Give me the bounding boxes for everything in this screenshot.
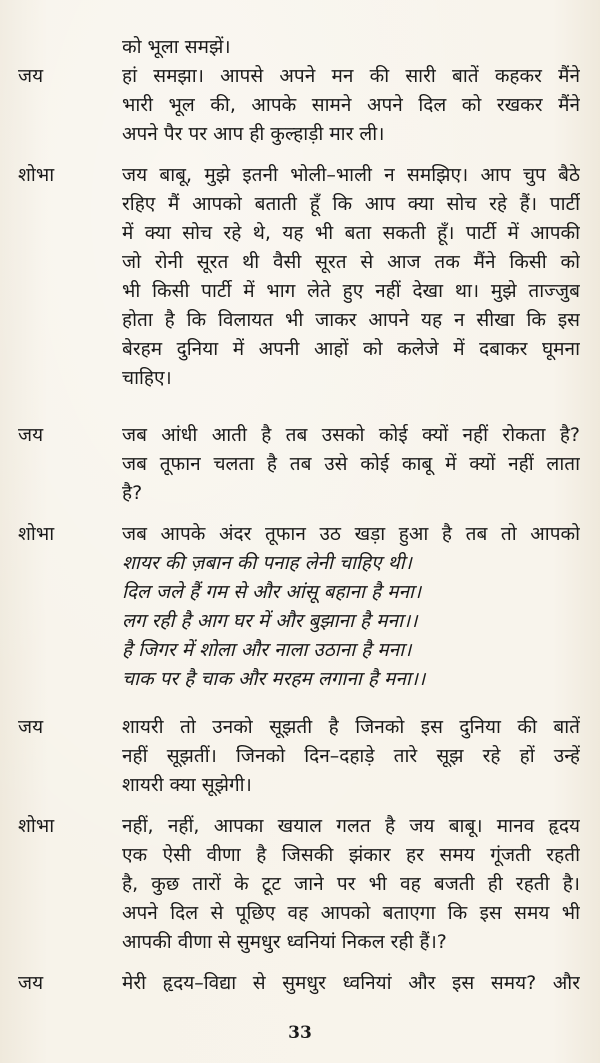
dialogue-line: रहिए मैं आपको बताती हूँ कि आप क्या सोच रहे हैं। पार्टी xyxy=(122,193,580,215)
speaker-name: जय xyxy=(18,424,44,446)
dialogue-line: शायरी तो उनको सूझती है जिनको इस दुनिया की बातें xyxy=(122,716,580,738)
dialogue-line: आपकी वीणा से सुमधुर ध्वनियां निकल रही हैं।? xyxy=(122,931,447,953)
dialogue-line: में क्या सोच रहे थे, यह भी बता सकती हूँ। पार्टी में आपकी xyxy=(122,222,580,244)
speaker-name: जय xyxy=(18,65,44,87)
speaker-name: शोभा xyxy=(18,815,55,837)
dialogue-line: भी किसी पार्टी में भाग लेते हुए नहीं देखा था। मुझे ताज्जुब xyxy=(122,280,580,302)
dialogue-line: बेरहम दुनिया में अपनी आहों को कलेजे में दबाकर घूमना xyxy=(122,338,580,360)
dialogue-line: नहीं, नहीं, आपका खयाल गलत है जय बाबू। मानव हृदय xyxy=(122,815,580,837)
dialogue-line: जब तूफान चलता है तब उसे कोई काबू में क्यों नहीं लाता xyxy=(122,453,580,475)
dialogue-line: है? xyxy=(122,482,143,504)
dialogue-line: अपने पैर पर आप ही कुल्हाड़ी मार ली। xyxy=(122,123,385,145)
dialogue-line: जब आपके अंदर तूफान उठ खड़ा हुआ है तब तो आपको xyxy=(122,523,580,545)
verse-line: है जिगर में शोला और नाला उठाना है मना। xyxy=(122,639,412,661)
speaker-name: जय xyxy=(18,716,44,738)
dialogue-line: मेरी हृदय–विद्या से सुमधुर ध्वनियां और इस समय? और xyxy=(122,972,580,994)
speaker-name: शोभा xyxy=(18,164,55,186)
dialogue-line: शायरी क्या सूझेगी। xyxy=(122,774,252,796)
dialogue-line: को भूला समझें। xyxy=(122,36,231,58)
dialogue-line: जय बाबू, मुझे इतनी भोली–भाली न समझिए। आप चुप बैठे xyxy=(122,164,580,186)
dialogue-line: हां समझा। आपसे अपने मन की सारी बातें कहकर मैंने xyxy=(122,65,580,87)
dialogue-line: नहीं सूझतीं। जिनको दिन–दहाड़े तारे सूझ रहे हों उन्हें xyxy=(122,745,580,767)
dialogue-line: अपने दिल से पूछिए वह आपको बताएगा कि इस समय भी xyxy=(122,902,580,924)
dialogue-line: जो रोनी सूरत थी वैसी सूरत से आज तक मैंने किसी को xyxy=(122,251,580,273)
dialogue-line: है, कुछ तारों के टूट जाने पर भी वह बजती ही रहती है। xyxy=(122,873,580,895)
dialogue-line: चाहिए। xyxy=(122,367,172,389)
verse-line: दिल जले हैं गम से और आंसू बहाना है मना। xyxy=(122,581,422,603)
dialogue-line: भारी भूल की, आपके सामने अपने दिल को रखकर मैंने xyxy=(122,94,580,116)
verse-line: लग रही है आग घर में और बुझाना है मना।। xyxy=(122,610,418,632)
verse-line: चाक पर है चाक और मरहम लगाना है मना।। xyxy=(122,668,426,690)
dialogue-line: एक ऐसी वीणा है जिसकी झंकार हर समय गूंजती रहती xyxy=(122,844,580,866)
speaker-name: जय xyxy=(18,972,44,994)
dialogue-line: होता है कि विलायत भी जाकर आपने यह न सीखा कि इस xyxy=(122,309,580,331)
speaker-name: शोभा xyxy=(18,523,55,545)
dialogue-line: जब आंधी आती है तब उसको कोई क्यों नहीं रोकता है? xyxy=(122,424,580,446)
page-number: 33 xyxy=(288,1023,312,1043)
verse-line: शायर की ज़बान की पनाह लेनी चाहिए थी। xyxy=(122,552,412,574)
